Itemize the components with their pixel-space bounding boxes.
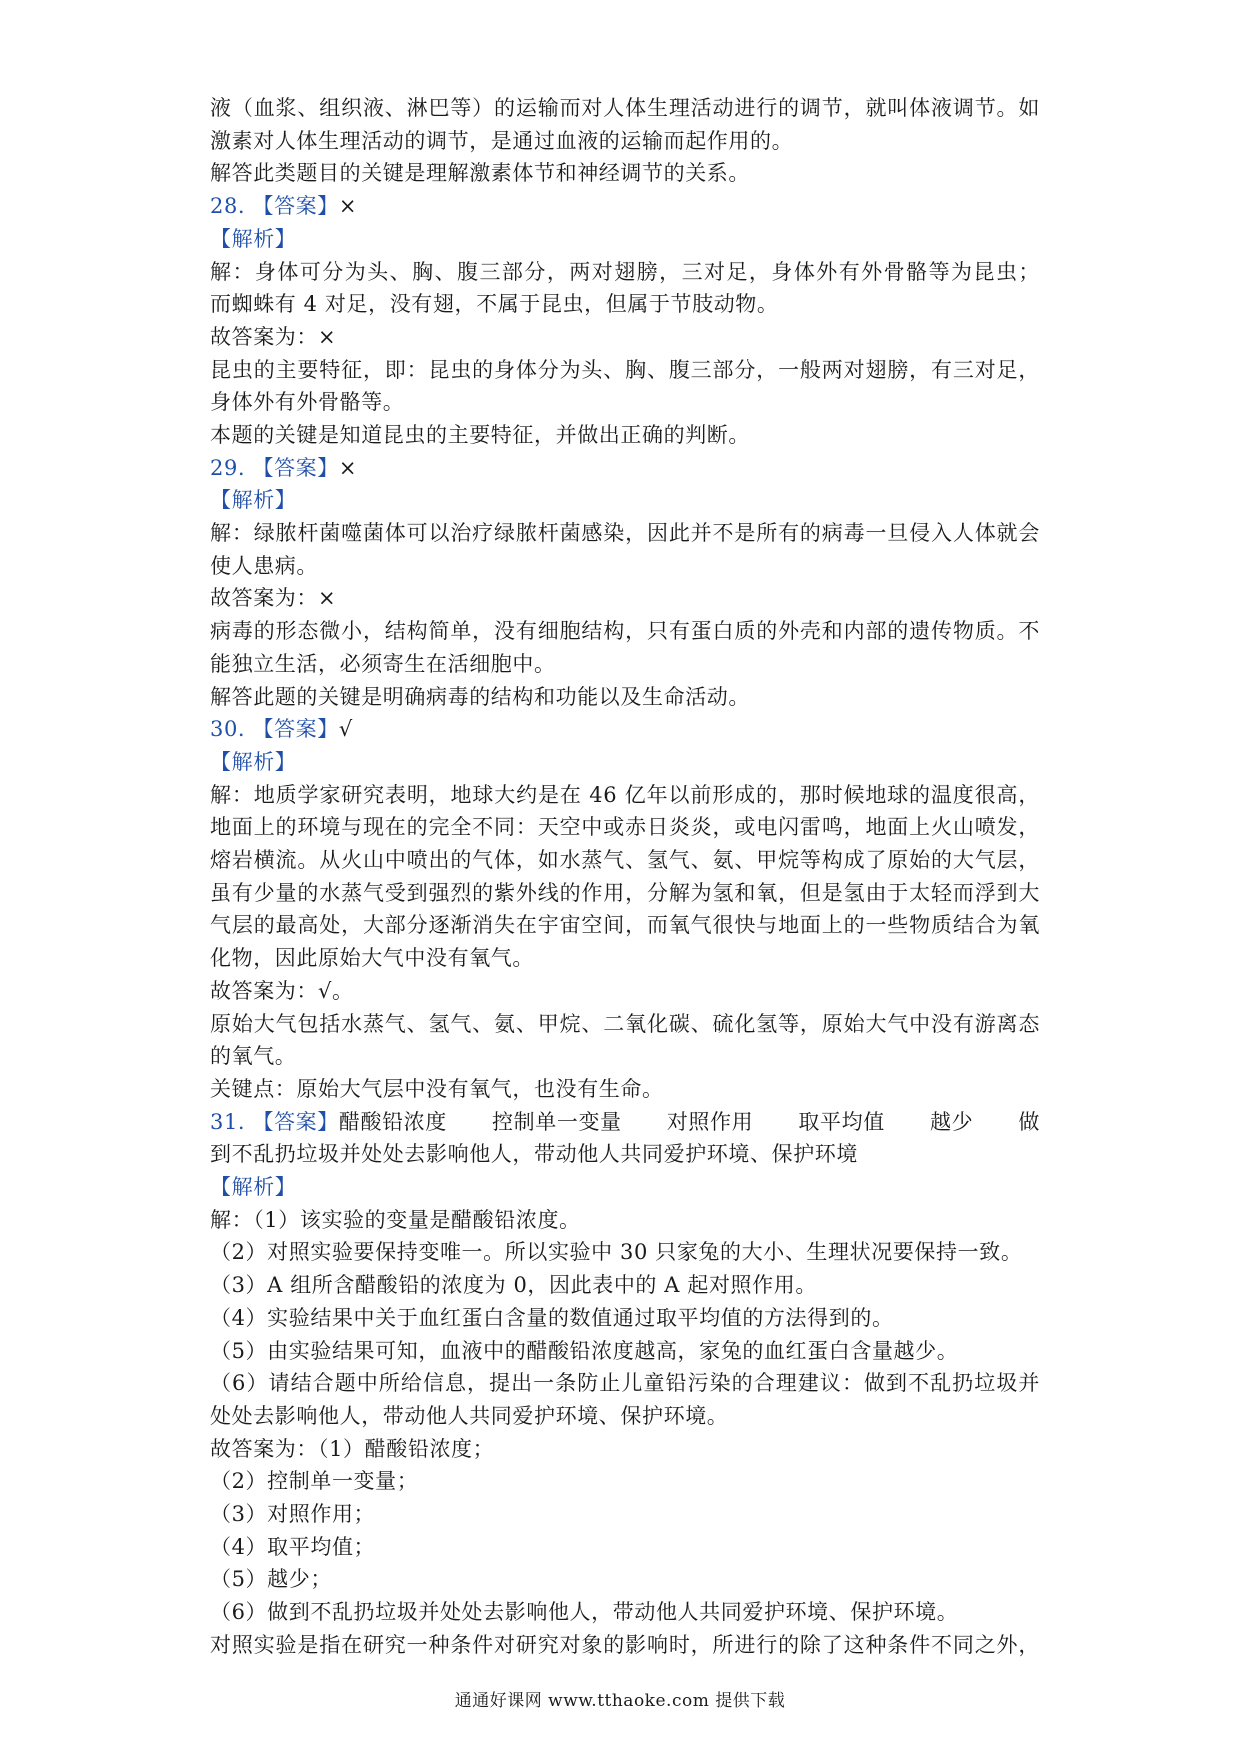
- text-line: 熔岩横流。从火山中喷出的气体，如水蒸气、氢气、氨、甲烷等构成了原始的大气层，: [210, 848, 1040, 873]
- page-footer: 通通好课网 www.tthaoke.com 提供下载: [454, 1691, 786, 1711]
- text-line: 病毒的形态微小，结构简单，没有细胞结构，只有蛋白质的外壳和内部的遗传物质。不: [210, 619, 1040, 644]
- answer-heading-29: [210, 452, 1040, 485]
- text-line: 故答案为：√。: [210, 978, 354, 1003]
- analysis-label: 【解析】: [210, 749, 297, 774]
- answer-item: 控制单一变量: [492, 1109, 622, 1134]
- text-line: 解答此类题目的关键是理解激素体节和神经调节的关系。: [210, 161, 750, 186]
- text-line: 故答案为：×: [210, 324, 337, 349]
- text-line: 解答此题的关键是明确病毒的结构和功能以及生命活动。: [210, 684, 750, 709]
- answer-mark: ×: [338, 194, 358, 219]
- text-line: 能独立生活，必须寄生在活细胞中。: [210, 651, 556, 676]
- text-line: 解：（1）该实验的变量是醋酸铅浓度。: [210, 1207, 581, 1232]
- text-line: （4）实验结果中关于血红蛋白含量的数值通过取平均值的方法得到的。: [210, 1305, 894, 1330]
- text-line: 解：身体可分为头、胸、腹三部分，两对翅膀，三对足，身体外有外骨骼等为昆虫；: [210, 259, 1040, 284]
- answer-item: 取平均值: [798, 1109, 885, 1134]
- text-line: （6）请结合题中所给信息，提出一条防止儿童铅污染的合理建议：做到不乱扔垃圾并: [210, 1371, 1040, 1396]
- text-line: （3）对照作用；: [210, 1502, 376, 1527]
- text-line: 本题的关键是知道昆虫的主要特征，并做出正确的判断。: [210, 422, 750, 447]
- text-line: 昆虫的主要特征，即：昆虫的身体分为头、胸、腹三部分，一般两对翅膀，有三对足，: [210, 357, 1040, 382]
- text-line: 虽有少量的水蒸气受到强烈的紫外线的作用，分解为氢和氧，但是氢由于太轻而浮到大: [210, 880, 1040, 905]
- answer-item: 越少: [929, 1109, 974, 1134]
- answer-heading-30: [210, 713, 1040, 746]
- answer-label: 30. 【答案】: [210, 717, 339, 742]
- analysis-label: 【解析】: [210, 488, 297, 513]
- answer-item: 做: [1018, 1109, 1040, 1134]
- text-line: 解：绿脓杆菌噬菌体可以治疗绿脓杆菌感染，因此并不是所有的病毒一旦侵入人体就会: [210, 521, 1040, 546]
- text-line: （5）越少；: [210, 1567, 332, 1592]
- text-line: （6）做到不乱扔垃圾并处处去影响他人，带动他人共同爱护环境、保护环境。: [210, 1600, 959, 1625]
- answer-heading-31: [210, 1106, 1040, 1139]
- answer-label: 31. 【答案】: [210, 1109, 339, 1134]
- text-line: 而蜘蛛有 4 对足，没有翅，不属于昆虫，但属于节肢动物。: [210, 292, 779, 317]
- answer-heading-28: [210, 190, 1040, 223]
- answer-label: 28. 【答案】: [210, 194, 339, 219]
- text-line: 的氧气。: [210, 1044, 297, 1069]
- text-line: 气层的最高处，大部分逐渐消失在宇宙空间，而氧气很快与地面上的一些物质结合为氧: [210, 913, 1040, 938]
- document-body: [210, 92, 1040, 1662]
- text-line: 地面上的环境与现在的完全不同：天空中或赤日炎炎，或电闪雷鸣，地面上火山喷发，: [210, 815, 1040, 840]
- analysis-label: 【解析】: [210, 226, 297, 251]
- text-line: （5）由实验结果可知，血液中的醋酸铅浓度越高，家兔的血红蛋白含量越少。: [210, 1338, 959, 1363]
- text-line: 对照实验是指在研究一种条件对研究对象的影响时，所进行的除了这种条件不同之外，: [210, 1632, 1040, 1657]
- text-line: 故答案为：（1）醋酸铅浓度；: [210, 1436, 495, 1461]
- answer-item: 对照作用: [666, 1109, 754, 1134]
- answer-item: 醋酸铅浓度: [338, 1109, 447, 1134]
- answer-mark: √: [338, 717, 353, 742]
- text-line: 故答案为：×: [210, 586, 337, 611]
- text-line: 使人患病。: [210, 553, 318, 578]
- answer-label: 29. 【答案】: [210, 455, 339, 480]
- text-line: 化物，因此原始大气中没有氧气。: [210, 946, 534, 971]
- text-line: 关键点：原始大气层中没有氧气，也没有生命。: [210, 1076, 664, 1101]
- text-line: 解：地质学家研究表明，地球大约是在 46 亿年以前形成的，那时候地球的温度很高，: [210, 782, 1040, 807]
- text-line: 液（血浆、组织液、淋巴等）的运输而对人体生理活动进行的调节，就叫体液调节。如: [210, 96, 1040, 120]
- answer-first: [210, 1106, 447, 1139]
- text-line: （2）对照实验要保持变唯一。所以实验中 30 只家兔的大小、生理状况要保持一致。: [210, 1240, 1023, 1265]
- text-line: 处处去影响他人，带动他人共同爱护环境、保护环境。: [210, 1403, 729, 1428]
- text-line: （4）取平均值；: [210, 1534, 376, 1559]
- text-line: 原始大气包括水蒸气、氢气、氨、甲烷、二氧化碳、硫化氢等，原始大气中没有游离态: [210, 1011, 1040, 1036]
- text-line: （2）控制单一变量；: [210, 1469, 419, 1494]
- analysis-label: 【解析】: [210, 1175, 297, 1200]
- text-line: 激素对人体生理活动的调节，是通过血液的运输而起作用的。: [210, 128, 794, 153]
- answer-continuation: 到不乱扔垃圾并处处去影响他人，带动他人共同爱护环境、保护环境: [210, 1142, 858, 1167]
- text-line: （3）A 组所含醋酸铅的浓度为 0，因此表中的 A 起对照作用。: [210, 1273, 817, 1298]
- answer-mark: ×: [338, 455, 358, 480]
- text-line: 身体外有外骨骼等。: [210, 390, 405, 415]
